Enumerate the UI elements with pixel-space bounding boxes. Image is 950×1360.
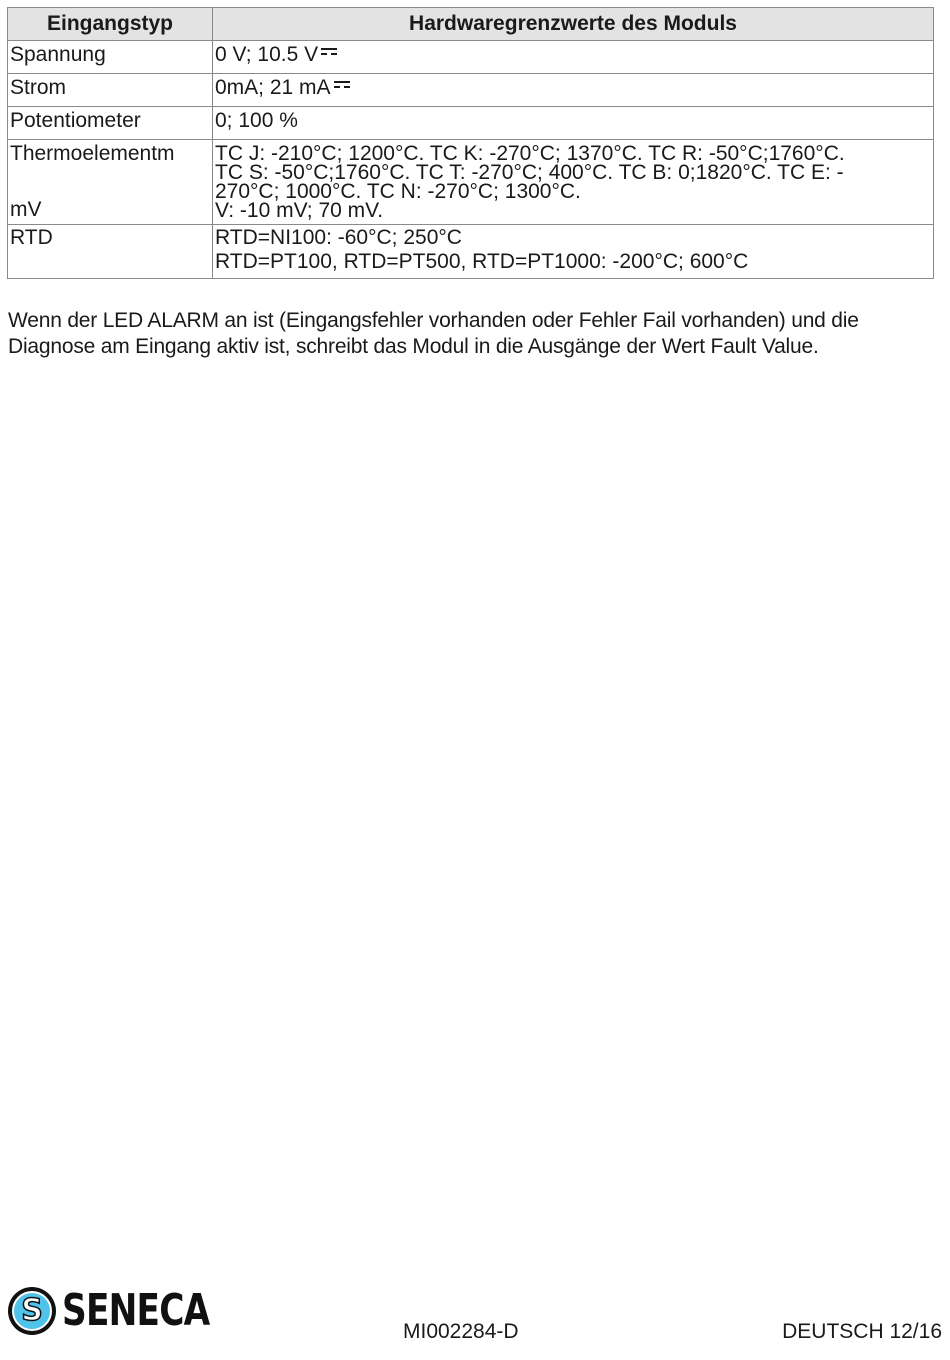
table-row-thermocouple [8,140,934,225]
cell-type-thermocouple [8,140,213,225]
logo-emblem [8,1287,56,1335]
limits-current-text: 0mA; 21 mA [215,76,331,99]
cell-type-potentiometer: Potentiometer [8,107,213,140]
rtd-limits-line: RTD=PT100, RTD=PT500, RTD=PT1000: -200°C; 600°C [215,250,749,273]
thermocouple-limits-line: 270°C; 1000°C. TC N: -270°C; 1300°C. [215,180,581,203]
cell-limits-thermocouple [213,140,934,225]
cell-type-current: Strom [8,74,213,107]
header-hardware-limits: Hardwaregrenzwerte des Moduls [213,8,934,41]
table-row-rtd [8,225,934,279]
alarm-note-paragraph: Wenn der LED ALARM an ist (Eingangsfehler vorhanden oder Fehler Fail vorhanden) und die Diagnose am Eingang aktiv ist, schreibt das Modul in die Ausgänge der Wert Fault Value. [8,309,859,358]
header-input-type: Eingangstyp [8,8,213,41]
cell-type-rtd: RTD [8,225,213,279]
table-row-current [8,74,934,107]
hardware-limits-table [7,7,934,279]
thermocouple-limits-line: TC S: -50°C;1760°C. TC T: -270°C; 400°C. TC B: 0;1820°C. TC E: - [215,161,844,184]
table-header-row [8,8,934,41]
logo-wordmark: SENECA [62,1285,210,1336]
document-code: MI002284-D [403,1320,519,1343]
rtd-limits-line: RTD=NI100: -60°C; 250°C [215,226,462,249]
logo-emblem-letter: S [12,1291,52,1331]
millivolt-limits-line: V: -10 mV; 70 mV. [215,199,384,222]
cell-limits-rtd [213,225,934,279]
cell-type-voltage: Spannung [8,41,213,74]
cell-limits-voltage [213,41,934,74]
seneca-logo [8,1285,210,1340]
cell-limits-current [213,74,934,107]
limits-voltage-text: 0 V; 10.5 V [215,43,319,66]
direct-current-icon [334,81,350,90]
cell-limits-potentiometer: 0; 100 % [213,107,934,140]
thermocouple-limits-line: TC J: -210°C; 1200°C. TC K: -270°C; 1370°C. TC R: -50°C;1760°C. [215,142,845,165]
table-row-voltage [8,41,934,74]
direct-current-icon [321,48,337,57]
thermocouple-unit-label: mV [10,198,42,221]
thermocouple-type-label: Thermoelementm [10,142,175,165]
table-row-potentiometer [8,107,934,140]
page-language-number: DEUTSCH 12/16 [782,1320,942,1343]
